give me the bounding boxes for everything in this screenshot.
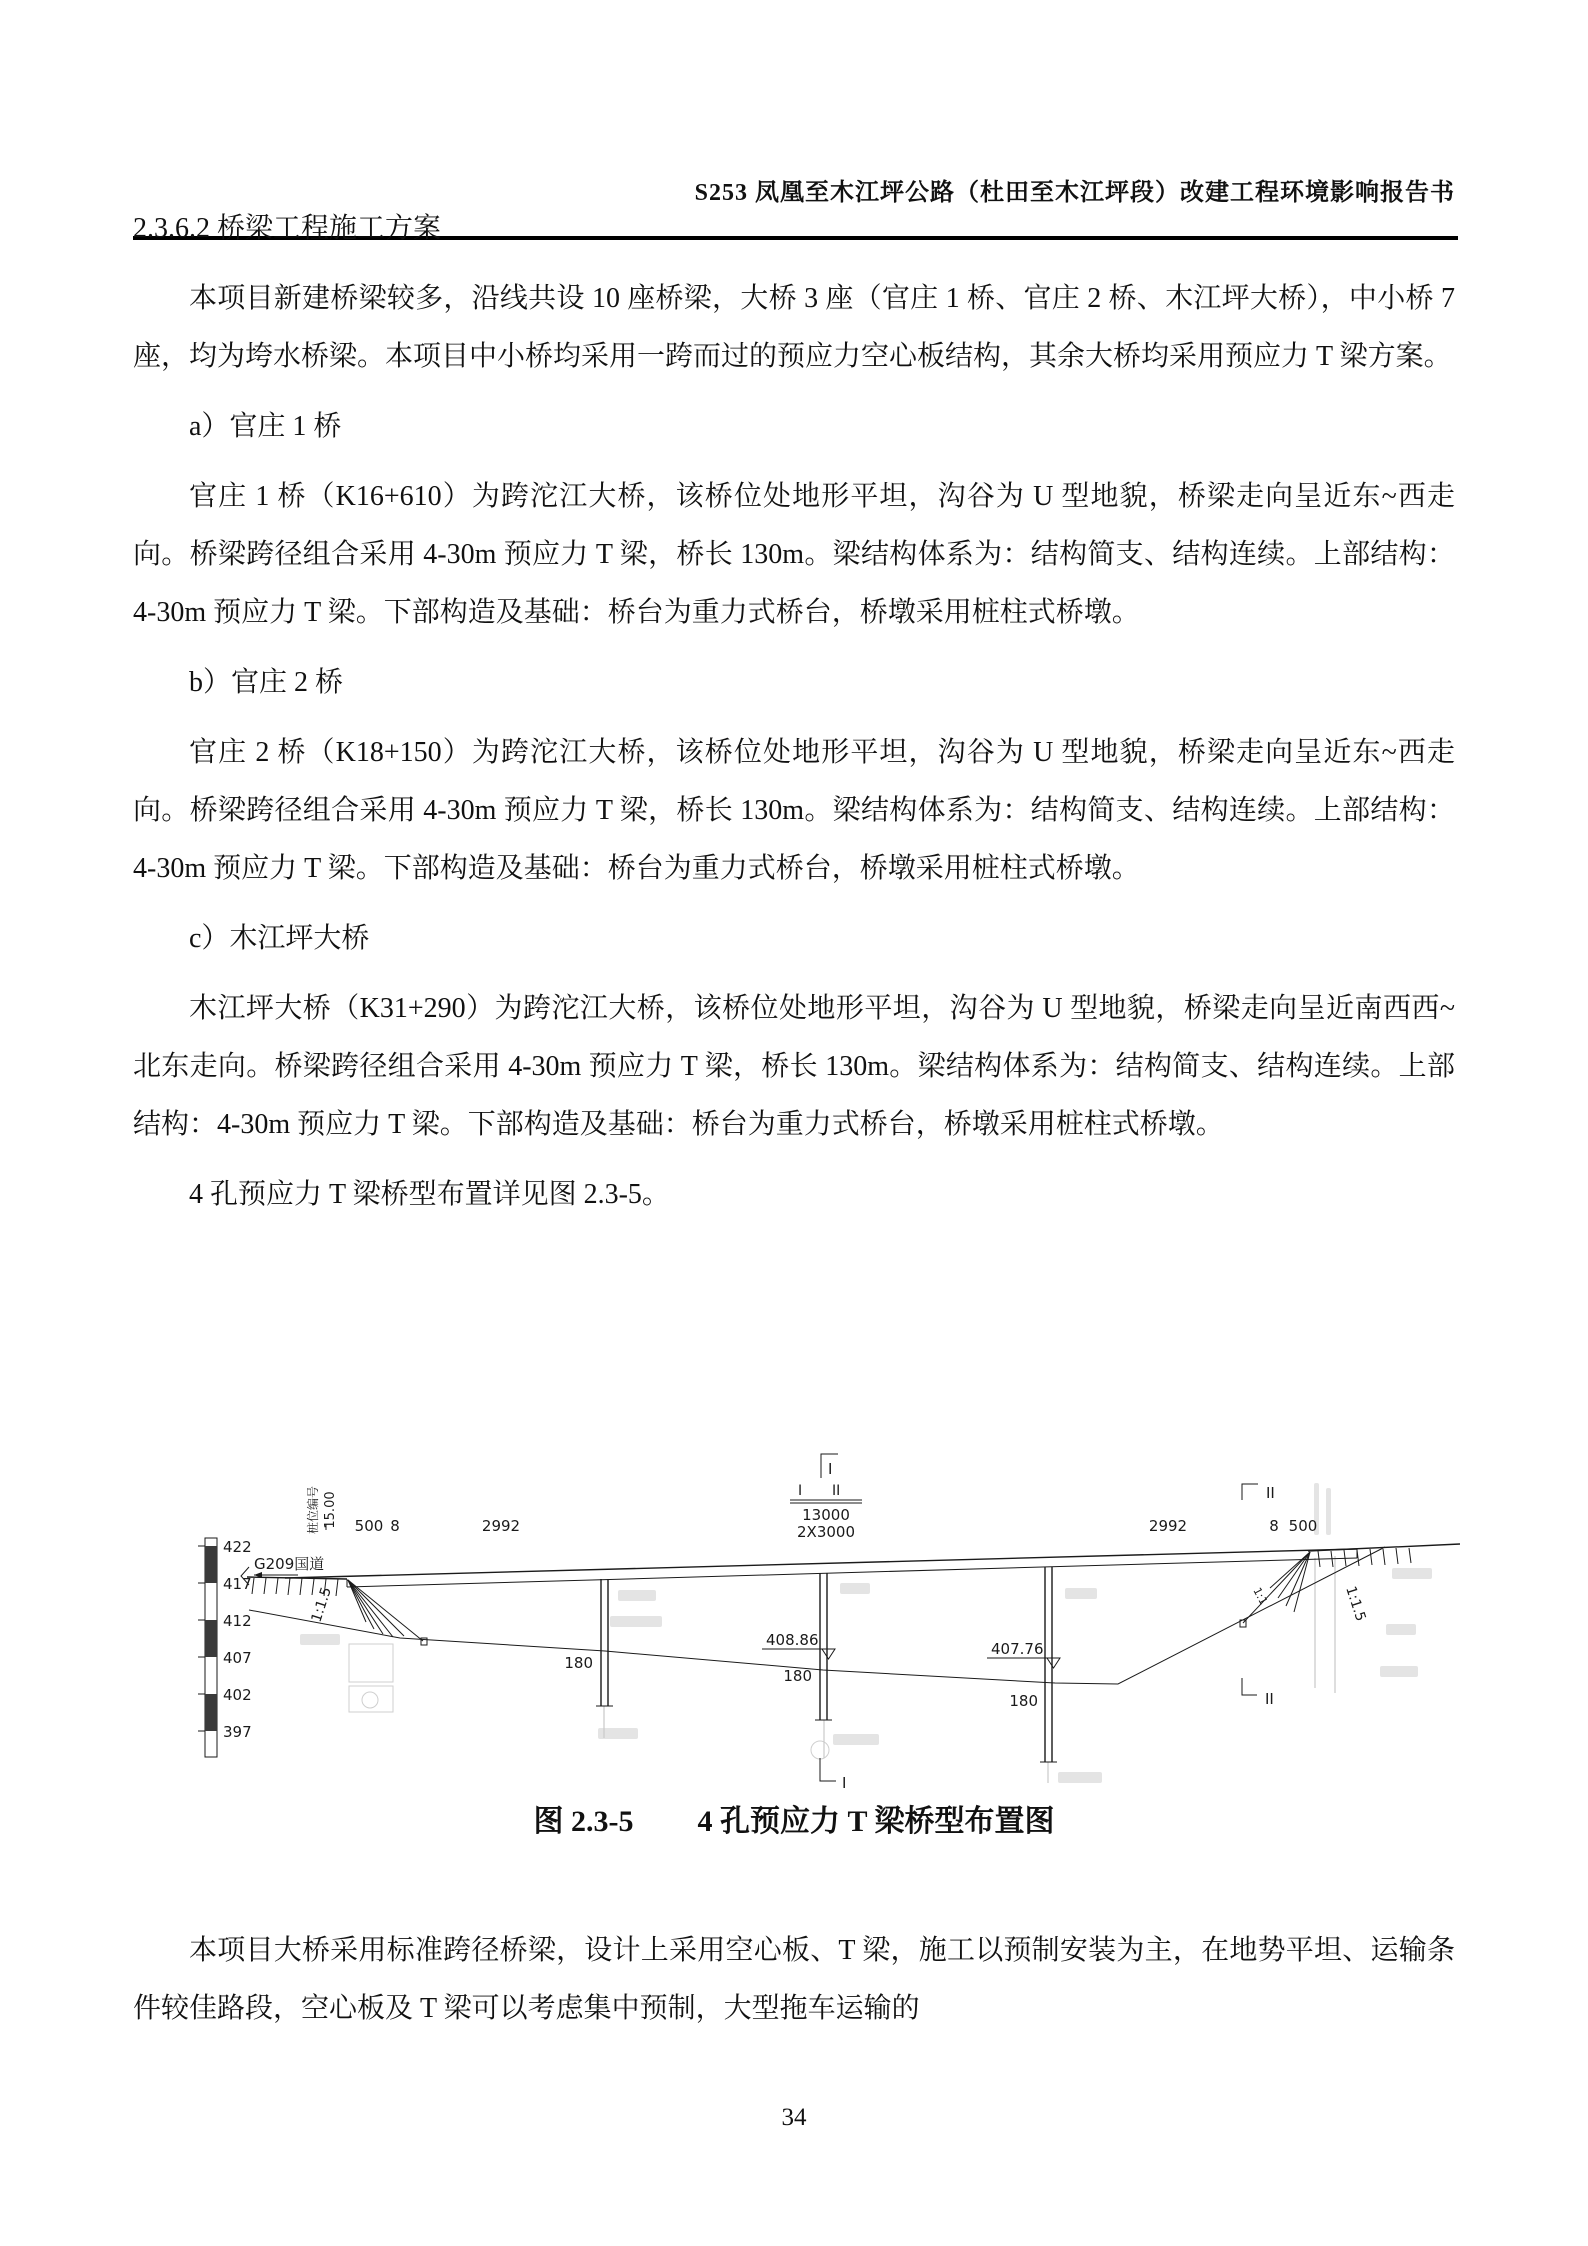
section-heading: 2.3.6.2 桥梁工程施工方案 xyxy=(133,213,442,244)
water-level-1-triangle xyxy=(822,1649,835,1659)
water-level-2: 407.76 xyxy=(991,1640,1044,1658)
closing-paragraph: 本项目大桥采用标准跨径桥梁，设计上采用空心板、T 梁，施工以预制安装为主，在地势平坦、运输条件较佳路段，空心板及 T 梁可以考虑集中预制，大型拖车运输的 xyxy=(133,1935,1455,2024)
water-level-2-triangle xyxy=(1047,1658,1060,1668)
span-mark-i: I xyxy=(798,1483,803,1499)
stake-number-label: 桩位编号 xyxy=(306,1485,320,1535)
paragraph-a: 官庄 1 桥（K16+610）为跨沱江大桥，该桥位处地形平坦，沟谷为 U 型地貌，桥梁走向呈近东~西走向。桥梁跨径组合采用 4-30m 预应力 T 梁，桥长 130m。梁结构体系为：结构简支、结构连续。上部结构：4-30m 预应力 T 梁。下部构造及基础：桥台为重力式桥台，桥墩采用桩柱式桥墩。 xyxy=(133,481,1455,628)
ground-line xyxy=(249,1547,1385,1684)
subheading-c: c）木江坪大桥 xyxy=(189,923,370,954)
elevation-tick-407: 407 xyxy=(223,1649,252,1667)
dim-2x3000: 2X3000 xyxy=(797,1523,855,1541)
body-text xyxy=(133,200,1455,1236)
pier2-height: 180 xyxy=(783,1667,812,1685)
bridge-elevation-figure xyxy=(150,1438,1460,1790)
paragraph-intro: 本项目新建桥梁较多，沿线共设 10 座桥梁，大桥 3 座（官庄 1 桥、官庄 2 桥、木江坪大桥），中小桥 7 座，均为垮水桥梁。本项目中小桥均采用一跨而过的预应力空心板结构，其余大桥均采用预应力 T 梁方案。 xyxy=(133,283,1455,372)
figure-number: 图 2.3-5 xyxy=(533,1805,634,1838)
bridge-deck xyxy=(285,1549,1357,1587)
paragraph-c: 木江坪大桥（K31+290）为跨沱江大桥，该桥位处地形平坦，沟谷为 U 型地貌，桥梁走向呈近南西西~北东走向。桥梁跨径组合采用 4-30m 预应力 T 梁，桥长 130m。梁结构体系为：结构简支、结构连续。上部结构：4-30m 预应力 T 梁。下部构造及基础：桥台为重力式桥台，桥墩采用桩柱式桥墩。 xyxy=(133,993,1455,1140)
water-level-marks xyxy=(762,1631,1060,1668)
pier1-height: 180 xyxy=(564,1654,593,1672)
section-i-top-label: I xyxy=(828,1460,833,1478)
water-level-1: 408.86 xyxy=(766,1631,819,1649)
paragraph-b: 官庄 2 桥（K18+150）为跨沱江大桥，该桥位处地形平坦，沟谷为 U 型地貌，桥梁走向呈近东~西走向。桥梁跨径组合采用 4-30m 预应力 T 梁，桥长 130m。梁结构体系为：结构简支、结构连续。上部结构：4-30m 预应力 T 梁。下部构造及基础：桥台为重力式桥台，桥墩采用桩柱式桥墩。 xyxy=(133,737,1455,884)
figure-title: 4 孔预应力 T 梁桥型布置图 xyxy=(697,1805,1055,1838)
dim-8-right: 8 xyxy=(1269,1517,1279,1535)
elevation-tick-412: 412 xyxy=(223,1612,252,1630)
right-abutment xyxy=(1240,1544,1460,1627)
subheading-b: b）官庄 2 桥 xyxy=(189,667,344,698)
page-header-title: S253 凤凰至木江坪公路（杜田至木江坪段）改建工程环境影响报告书 xyxy=(694,180,1455,206)
dim-13000: 13000 xyxy=(802,1506,850,1524)
subheading-a: a）官庄 1 桥 xyxy=(189,411,342,442)
road-label-g209: G209国道 xyxy=(254,1555,325,1573)
bridge-elevation-drawing xyxy=(150,1438,1460,1790)
page-number: 34 xyxy=(781,2104,807,2131)
dim-500-left: 500 xyxy=(354,1517,384,1535)
span-mark-ii: II xyxy=(832,1483,841,1499)
slope-label-small: 1:1 xyxy=(1250,1585,1271,1608)
dim-500-right: 500 xyxy=(1288,1517,1318,1535)
elevation-tick-422: 422 xyxy=(223,1538,252,1556)
paragraph-figure-ref: 4 孔预应力 T 梁桥型布置详见图 2.3-5。 xyxy=(189,1179,670,1210)
left-abutment xyxy=(241,1555,427,1645)
stake-number-value: 15.00 xyxy=(323,1491,338,1529)
pier3-height: 180 xyxy=(1009,1692,1038,1710)
elevation-tick-417: 417 xyxy=(223,1575,252,1593)
figure-caption xyxy=(0,1800,1588,1844)
dim-8-left: 8 xyxy=(390,1517,400,1535)
faint-annotations xyxy=(300,1483,1432,1783)
slope-label-left: 1:1.5 xyxy=(308,1585,335,1625)
elevation-tick-402: 402 xyxy=(223,1686,252,1704)
elevation-scale xyxy=(198,1538,252,1757)
section-ii-top-label: II xyxy=(1266,1484,1275,1502)
dim-2992-right: 2992 xyxy=(1148,1517,1188,1535)
dim-2992-left: 2992 xyxy=(481,1517,521,1535)
section-ii-bottom-label: II xyxy=(1265,1690,1274,1708)
elevation-tick-397: 397 xyxy=(223,1723,252,1741)
slope-label-right: 1:1.5 xyxy=(1342,1584,1369,1624)
section-i-bottom-label: I xyxy=(842,1774,847,1790)
